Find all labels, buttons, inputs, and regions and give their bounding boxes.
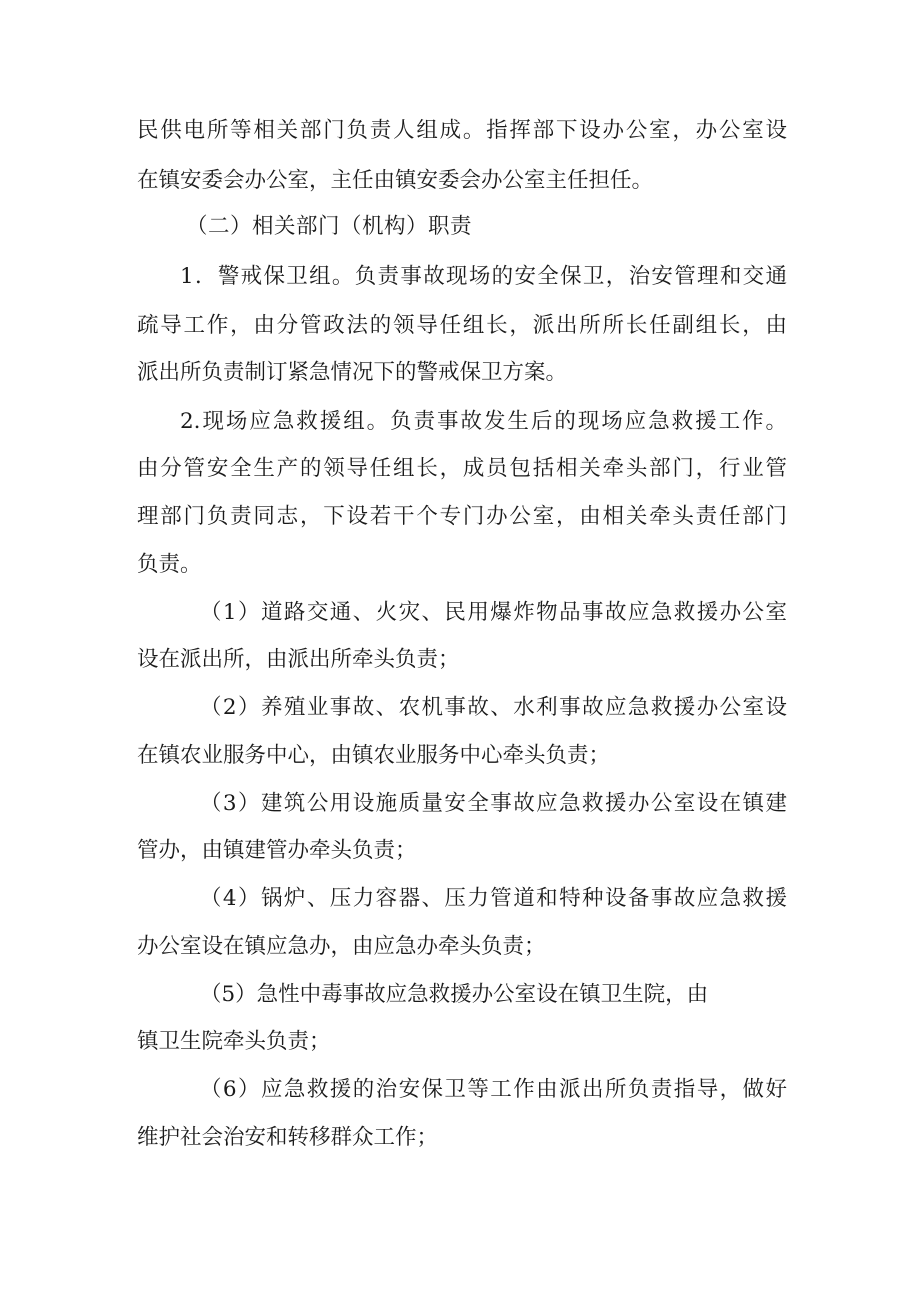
body-line: 设在派出所，由派出所牵头负责； — [137, 647, 460, 672]
body-line: 镇卫生院牵头负责； — [137, 1029, 331, 1054]
body-line: 维护社会治安和转移群众工作； — [137, 1125, 439, 1150]
body-line: 在镇农业服务中心，由镇农业服务中心牵头负责； — [137, 743, 611, 768]
body-line: 管办，由镇建管办牵头负责； — [137, 838, 417, 863]
body-line: 疏导工作，由分管政法的领导任组长，派出所所长任副组长，由 — [137, 313, 787, 338]
body-line: （2）养殖业事故、农机事故、水利事故应急救援办公室设 — [200, 695, 787, 720]
body-line: （6）应急救援的治安保卫等工作由派出所负责指导，做好 — [200, 1077, 787, 1102]
body-line: 民供电所等相关部门负责人组成。指挥部下设办公室，办公室设 — [137, 118, 787, 143]
body-line: 由分管安全生产的领导任组长，成员包括相关牵头部门，行业管 — [137, 456, 787, 481]
body-line: 派出所负责制订紧急情况下的警戒保卫方案。 — [137, 360, 568, 385]
section-heading: （二）相关部门（机构）职责 — [186, 214, 473, 239]
body-line: 1．警戒保卫组。负责事故现场的安全保卫，治安管理和交通 — [180, 264, 787, 289]
body-line: 负责。 — [137, 552, 202, 577]
body-line: 2.现场应急救援组。负责事故发生后的现场应急救援工作。 — [180, 409, 787, 434]
body-line: （5）急性中毒事故应急救援办公室设在镇卫生院，由 — [200, 982, 709, 1007]
body-line: （4）锅炉、压力容器、压力管道和特种设备事故应急救援 — [200, 886, 787, 911]
body-line: 办公室设在镇应急办，由应急办牵头负责； — [137, 934, 546, 959]
body-line: 理部门负责同志，下设若干个专门办公室，由相关牵头责任部门 — [137, 504, 787, 529]
body-line: （3）建筑公用设施质量安全事故应急救援办公室设在镇建 — [200, 791, 787, 816]
body-line: （1）道路交通、火灾、民用爆炸物品事故应急救援办公室 — [200, 600, 787, 625]
body-line: 在镇安委会办公室，主任由镇安委会办公室主任担任。 — [137, 168, 654, 193]
